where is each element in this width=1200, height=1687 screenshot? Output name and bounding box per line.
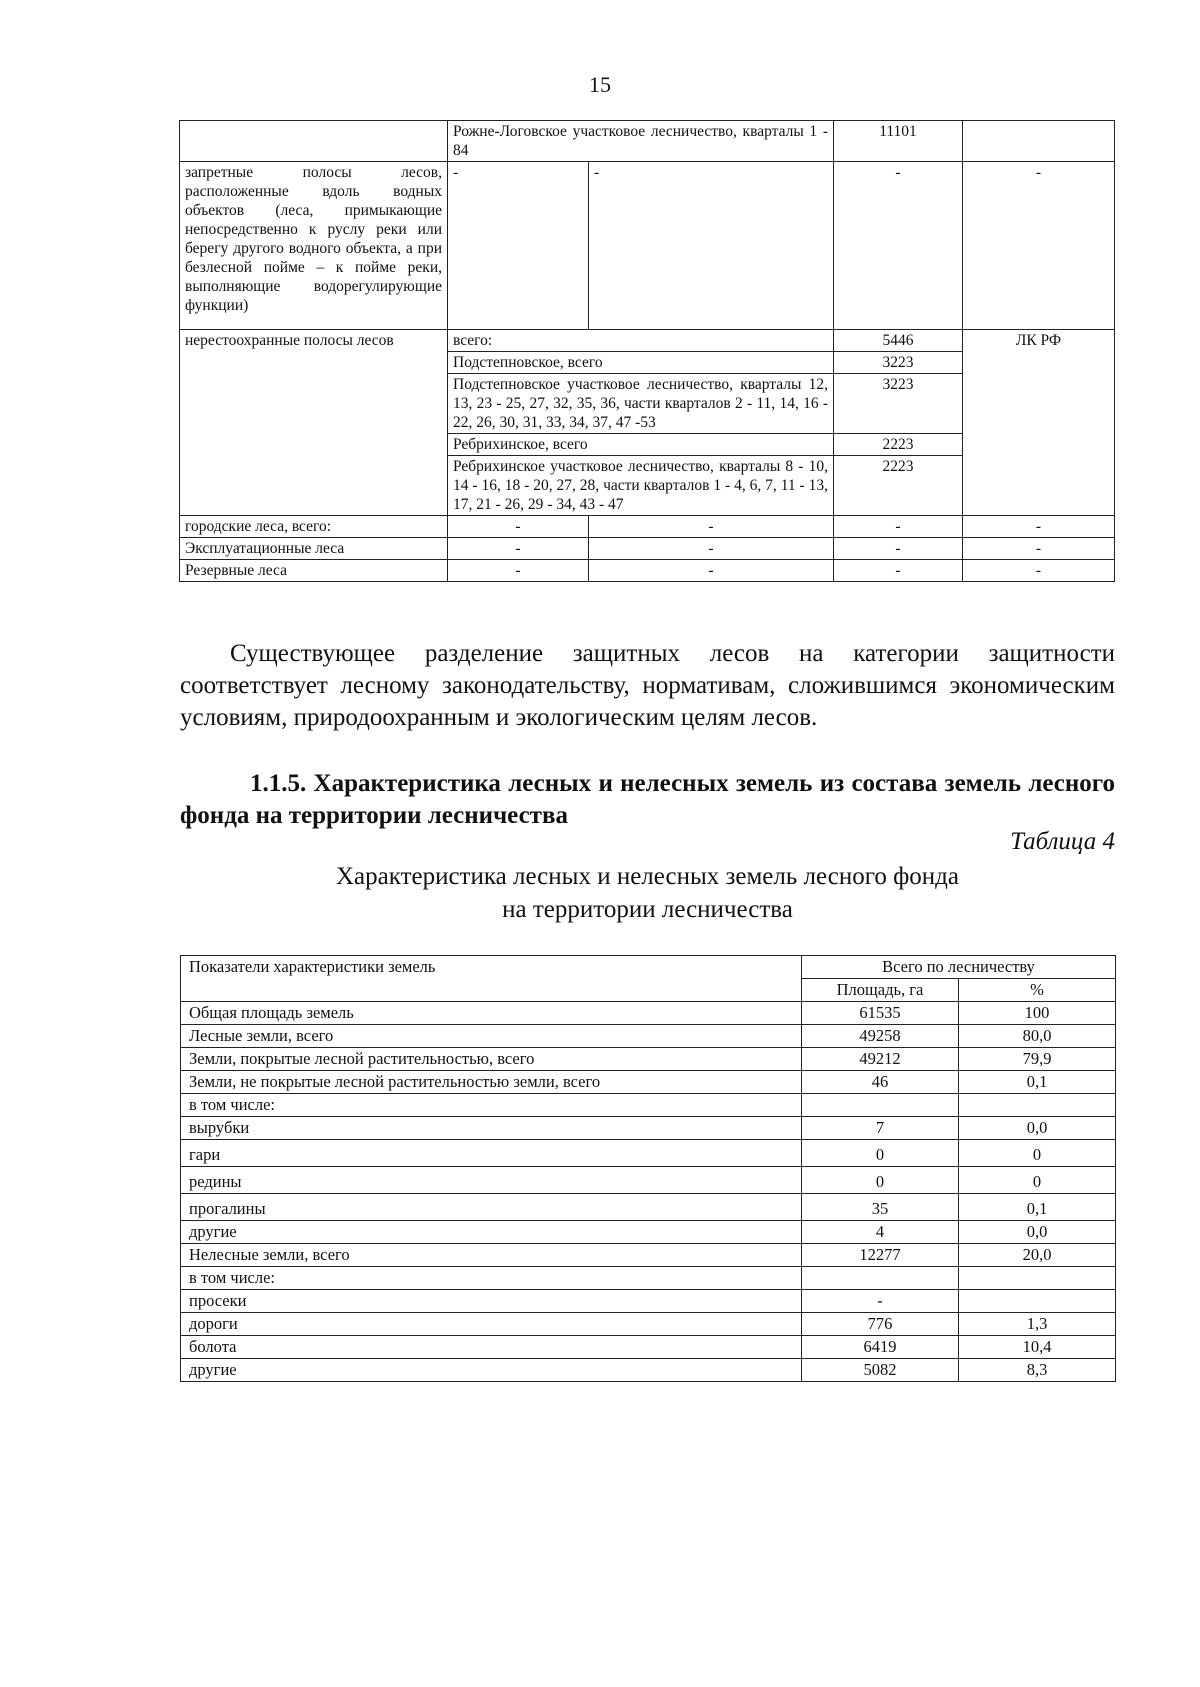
cell-label: болота xyxy=(181,1336,802,1359)
table-cell: - xyxy=(589,516,834,538)
table-cell: - xyxy=(963,560,1115,582)
cell-area: 49212 xyxy=(802,1048,959,1071)
cell-label: вырубки xyxy=(181,1117,802,1140)
table-cell: Резервные леса xyxy=(180,560,448,582)
cell-percent: 0 xyxy=(959,1167,1116,1194)
cell-label: другие xyxy=(181,1359,802,1382)
table-row xyxy=(180,538,1115,560)
table-row xyxy=(181,1140,1116,1167)
table-cell: - xyxy=(834,516,963,538)
table-title-line: Характеристика лесных и нелесных земель лесного фонда xyxy=(336,863,959,890)
cell-label: Земли, покрытые лесной растительностью, всего xyxy=(181,1048,802,1071)
table-cell: 3223 xyxy=(834,352,963,374)
page-number: 15 xyxy=(589,72,611,97)
cell-percent: 0,1 xyxy=(959,1194,1116,1221)
table-cell: - xyxy=(963,516,1115,538)
table-cell: Ребрихинское, всего xyxy=(448,434,834,456)
cell-percent xyxy=(959,1290,1116,1313)
cell-label: Земли, не покрытые лесной растительностью земли, всего xyxy=(181,1071,802,1094)
protective-forests-table xyxy=(179,120,1115,582)
table-row xyxy=(181,1194,1116,1221)
table-cell: - xyxy=(963,162,1115,330)
table-cell: - xyxy=(448,560,589,582)
table-cell: - xyxy=(589,538,834,560)
cell-area: 6419 xyxy=(802,1336,959,1359)
table-cell: - xyxy=(448,162,589,330)
cell-percent: 100 xyxy=(959,1002,1116,1025)
table-cell: 2223 xyxy=(834,456,963,516)
table-cell: - xyxy=(834,560,963,582)
table-cell: 3223 xyxy=(834,374,963,434)
table-cell: Ребрихинское участковое лесничество, кварталы 8 - 10, 14 - 16, 18 - 20, 27, 28, части кварталов 1 - 4, 6, 7, 11 - 13, 17, 21 - 26, 29 - 34, 43 - 47 xyxy=(448,456,834,516)
table-row xyxy=(181,1290,1116,1313)
cell-percent: 79,9 xyxy=(959,1048,1116,1071)
body-paragraph xyxy=(180,638,1115,734)
table-row xyxy=(181,1336,1116,1359)
land-characteristics-table xyxy=(180,955,1116,1382)
table-body xyxy=(181,1002,1116,1382)
cell-area: 7 xyxy=(802,1117,959,1140)
table-cell: запретные полосы лесов, расположенные вдоль водных объектов (леса, примыкающие непосредственно к руслу реки или берегу другого водного объекта, а при безлесной пойме – к пойме реки, выполняющие водорегулирующие функции) xyxy=(180,162,448,330)
table-row xyxy=(181,1359,1116,1382)
section-heading xyxy=(180,768,1115,832)
table-cell: 5446 xyxy=(834,330,963,352)
table-cell: городские леса, всего: xyxy=(180,516,448,538)
table-row xyxy=(181,1244,1116,1267)
cell-area: 4 xyxy=(802,1221,959,1244)
table-cell: - xyxy=(834,538,963,560)
cell-percent: 0 xyxy=(959,1140,1116,1167)
cell-label: Лесные земли, всего xyxy=(181,1025,802,1048)
table-row xyxy=(181,1048,1116,1071)
header-total: Всего по лесничеству xyxy=(802,956,1116,979)
table-cell: - xyxy=(448,538,589,560)
cell-percent: 8,3 xyxy=(959,1359,1116,1382)
table-cell: - xyxy=(963,538,1115,560)
table-row xyxy=(180,121,1115,162)
table-cell: нерестоохранные полосы лесов xyxy=(180,330,448,516)
table-row xyxy=(181,1071,1116,1094)
cell-percent: 0,0 xyxy=(959,1221,1116,1244)
cell-label: дороги xyxy=(181,1313,802,1336)
cell-label: в том числе: xyxy=(181,1094,802,1117)
table-cell xyxy=(963,121,1115,162)
table-row xyxy=(181,1167,1116,1194)
cell-area xyxy=(802,1094,959,1117)
table-row xyxy=(181,1025,1116,1048)
cell-area: 46 xyxy=(802,1071,959,1094)
table-title-line: на территории лесничества xyxy=(502,896,793,923)
table-header-row xyxy=(181,956,1116,979)
cell-area: 35 xyxy=(802,1194,959,1221)
table-cell: 11101 xyxy=(834,121,963,162)
table-cell: - xyxy=(448,516,589,538)
table-row xyxy=(180,162,1115,330)
cell-label: Общая площадь земель xyxy=(181,1002,802,1025)
table-row xyxy=(181,1221,1116,1244)
cell-label: в том числе: xyxy=(181,1267,802,1290)
cell-area xyxy=(802,1267,959,1290)
cell-area: 49258 xyxy=(802,1025,959,1048)
header-percent: % xyxy=(959,979,1116,1002)
cell-label: просеки xyxy=(181,1290,802,1313)
cell-area: 12277 xyxy=(802,1244,959,1267)
cell-percent: 20,0 xyxy=(959,1244,1116,1267)
table-cell: - xyxy=(589,560,834,582)
section-heading-text: 1.1.5. Характеристика лесных и нелесных земель из состава земель лесного фонда на территории лесничества xyxy=(180,770,1115,829)
cell-percent xyxy=(959,1267,1116,1290)
table-cell xyxy=(180,121,448,162)
table-cell: - xyxy=(834,162,963,330)
table-cell: 2223 xyxy=(834,434,963,456)
cell-area: 0 xyxy=(802,1167,959,1194)
table-row xyxy=(181,1002,1116,1025)
table-label: Таблица 4 xyxy=(1010,828,1115,855)
table-row xyxy=(181,1094,1116,1117)
table-row xyxy=(180,560,1115,582)
table-row xyxy=(181,1267,1116,1290)
table-title xyxy=(180,860,1115,926)
table-row xyxy=(180,516,1115,538)
cell-label: прогалины xyxy=(181,1194,802,1221)
cell-area: - xyxy=(802,1290,959,1313)
table-cell: - xyxy=(589,162,834,330)
cell-area: 776 xyxy=(802,1313,959,1336)
cell-area: 5082 xyxy=(802,1359,959,1382)
cell-percent xyxy=(959,1094,1116,1117)
cell-label: другие xyxy=(181,1221,802,1244)
body-paragraph-text: Существующее разделение защитных лесов на категории защитности соответствует лесному законодательству, нормативам, сложившимся экономическим условиям, природоохранным и экологическим целям лесов. xyxy=(180,640,1115,731)
header-area: Площадь, га xyxy=(802,979,959,1002)
table-cell: ЛК РФ xyxy=(963,330,1115,516)
cell-percent: 80,0 xyxy=(959,1025,1116,1048)
table-row xyxy=(180,330,1115,352)
cell-percent: 0,1 xyxy=(959,1071,1116,1094)
cell-area: 0 xyxy=(802,1140,959,1167)
table-row xyxy=(181,1313,1116,1336)
table-cell: Подстепновское участковое лесничество, кварталы 12, 13, 23 - 25, 27, 32, 35, 36, части кварталов 2 - 11, 14, 16 - 22, 26, 30, 31, 33, 34, 37, 47 -53 xyxy=(448,374,834,434)
table-cell: всего: xyxy=(448,330,834,352)
cell-label: редины xyxy=(181,1167,802,1194)
cell-percent: 0,0 xyxy=(959,1117,1116,1140)
cell-area: 61535 xyxy=(802,1002,959,1025)
cell-label: Нелесные земли, всего xyxy=(181,1244,802,1267)
cell-percent: 10,4 xyxy=(959,1336,1116,1359)
header-indicator: Показатели характеристики земель xyxy=(181,956,802,1002)
cell-percent: 1,3 xyxy=(959,1313,1116,1336)
table-cell: Подстепновское, всего xyxy=(448,352,834,374)
table-cell: Эксплуатационные леса xyxy=(180,538,448,560)
table-cell: Рожне-Логовское участковое лесничество, кварталы 1 - 84 xyxy=(448,121,834,162)
table-row xyxy=(181,1117,1116,1140)
cell-label: гари xyxy=(181,1140,802,1167)
